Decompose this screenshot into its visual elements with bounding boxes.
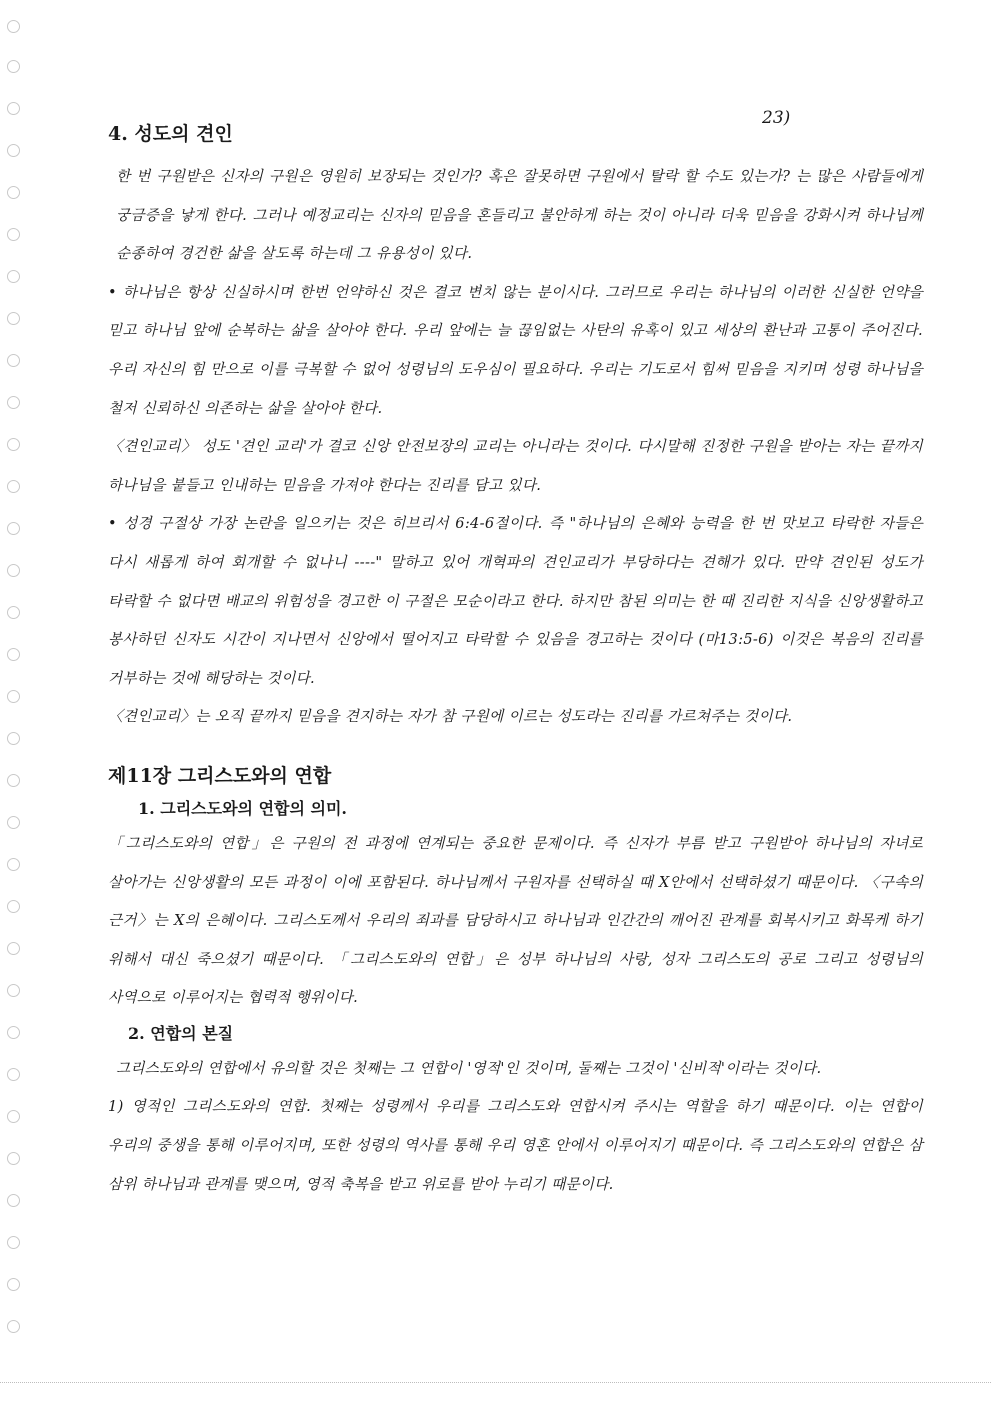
page-bottom-edge — [0, 1382, 991, 1383]
binder-hole — [7, 20, 20, 33]
binder-hole — [7, 228, 20, 241]
paragraph: • 성경 구절상 가장 논란을 일으키는 것은 히브리서 6:4-6절이다. 즉 "하나님의 은혜와 능력을 한 번 맛보고 타락한 자들은 다시 새롭게 하여 회개할 수 없나니 ----" 말하고 있어 개혁파의 견인교리가 부당하다는 견해가 있다. 만약 견인된 성도가 타락할 수 없다면 배교의 위험성을 경고한 이 구절은 모순이라고 한다. 하지만 참된 의미는 한 때 진리한 지식을 신앙생활하고 봉사하던 신자도 시간이 지나면서 신앙에서 떨어지고 타락할 수 있음을 경고하는 것이다 (마13:5-6) 이것은 복음의 진리를 거부하는 것에 해당하는 것이다. — [108, 515, 923, 687]
binder-hole — [7, 732, 20, 745]
binder-hole — [7, 102, 20, 115]
binder-hole — [7, 648, 20, 661]
section-title: 4. 성도의 견인 — [108, 123, 233, 145]
paragraph: 한 번 구원받은 신자의 구원은 영원히 보장되는 것인가? 혹은 잘못하면 구원에서 탈락 할 수도 있는가? 는 많은 사람들에게 궁금증을 낳게 한다. 그러나 예정교리는 신자의 믿음을 혼들리고 불안하게 하는 것이 아니라 더욱 믿음을 강화시켜 하나님께 순종하여 경건한 삶을 살도록 하는데 그 유용성이 있다. — [116, 168, 923, 263]
subsection-title: 1. 그리스도와의 연합의 의미. — [138, 798, 348, 818]
handwritten-notes — [108, 118, 923, 1204]
binder-hole — [7, 900, 20, 913]
binder-hole — [7, 606, 20, 619]
binder-hole — [7, 1278, 20, 1291]
binder-hole — [7, 480, 20, 493]
binder-hole — [7, 354, 20, 367]
binder-hole — [7, 858, 20, 871]
binder-hole — [7, 1026, 20, 1039]
binder-hole — [7, 984, 20, 997]
binder-hole — [7, 60, 20, 73]
binder-hole — [7, 396, 20, 409]
binder-hole — [7, 816, 20, 829]
binder-hole — [7, 1194, 20, 1207]
binder-hole — [7, 774, 20, 787]
binder-hole — [7, 144, 20, 157]
binder-hole — [7, 690, 20, 703]
binder-hole — [7, 312, 20, 325]
paragraph: 1) 영적인 그리스도와의 연합. 첫째는 성령께서 우리를 그리스도와 연합시켜 주시는 역할을 하기 때문이다. 이는 연합이 우리의 중생을 통해 이루어지며, 또한 성령의 역사를 통해 우리 영혼 안에서 이루어지기 때문이다. 즉 그리스도와의 연합은 삼 삼위 하나님과 관계를 맺으며, 영적 축복을 받고 위로를 받아 누리기 때문이다. — [108, 1098, 923, 1193]
binder-hole — [7, 522, 20, 535]
paragraph: • 하나님은 항상 신실하시며 한번 언약하신 것은 결코 변치 않는 분이시다. 그러므로 우리는 하나님의 이러한 신실한 언약을 믿고 하나님 앞에 순복하는 삶을 살아야 한다. 우리 앞에는 늘 끊임없는 사탄의 유혹이 있고 세상의 환난과 고통이 주어진다. 우리 자신의 힘 만으로 이를 극복할 수 없어 성령님의 도우심이 필요하다. 우리는 기도로서 힘써 믿음을 지키며 성령 하나님을 철저 신뢰하신 의존하는 삶을 살아야 한다. — [108, 283, 923, 417]
binder-hole — [7, 1152, 20, 1165]
subsection-title: 2. 연합의 본질 — [128, 1023, 234, 1043]
chapter-title: 제11장 그리스도와의 연합 — [108, 764, 332, 787]
paragraph: 〈견인교리〉는 오직 끝까지 믿음을 견지하는 자가 참 구원에 이르는 성도라는 진리를 가르쳐주는 것이다. — [108, 708, 793, 726]
binder-holes — [4, 20, 24, 1360]
binder-hole — [7, 270, 20, 283]
page-number: 23) — [762, 108, 791, 128]
paragraph: 〈견인교리〉 성도 '견인 교리'가 결코 신앙 안전보장의 교리는 아니라는 것이다. 다시말해 진정한 구원을 받아는 자는 끝까지 하나님을 붙들고 인내하는 믿음을 가져야 한다는 진리를 담고 있다. — [108, 438, 923, 494]
binder-hole — [7, 1110, 20, 1123]
binder-hole — [7, 1068, 20, 1081]
binder-hole — [7, 1236, 20, 1249]
binder-hole — [7, 186, 20, 199]
paragraph: 「그리스도와의 연합」은 구원의 전 과정에 연계되는 중요한 문제이다. 즉 신자가 부름 받고 구원받아 하나님의 자녀로 살아가는 신앙생활의 모든 과정이 이에 포함된다. 하나님께서 구원자를 선택하실 때 X안에서 선택하셨기 때문이다. 〈구속의 근거〉는 X의 은혜이다. 그리스도께서 우리의 죄과를 담당하시고 하나님과 인간간의 깨어진 관계를 회복시키고 화목케 하기 위해서 대신 죽으셨기 때문이다. 「그리스도와의 연합」은 성부 하나님의 사랑, 성자 그리스도의 공로 그리고 성령님의 사역으로 이루어지는 협력적 행위이다. — [108, 834, 923, 1007]
binder-hole — [7, 564, 20, 577]
paragraph: 그리스도와의 연합에서 유의할 것은 첫째는 그 연합이 '영적'인 것이며, 둘째는 그것이 '신비적'이라는 것이다. — [116, 1059, 822, 1077]
binder-hole — [7, 942, 20, 955]
binder-hole — [7, 438, 20, 451]
binder-hole — [7, 1320, 20, 1333]
